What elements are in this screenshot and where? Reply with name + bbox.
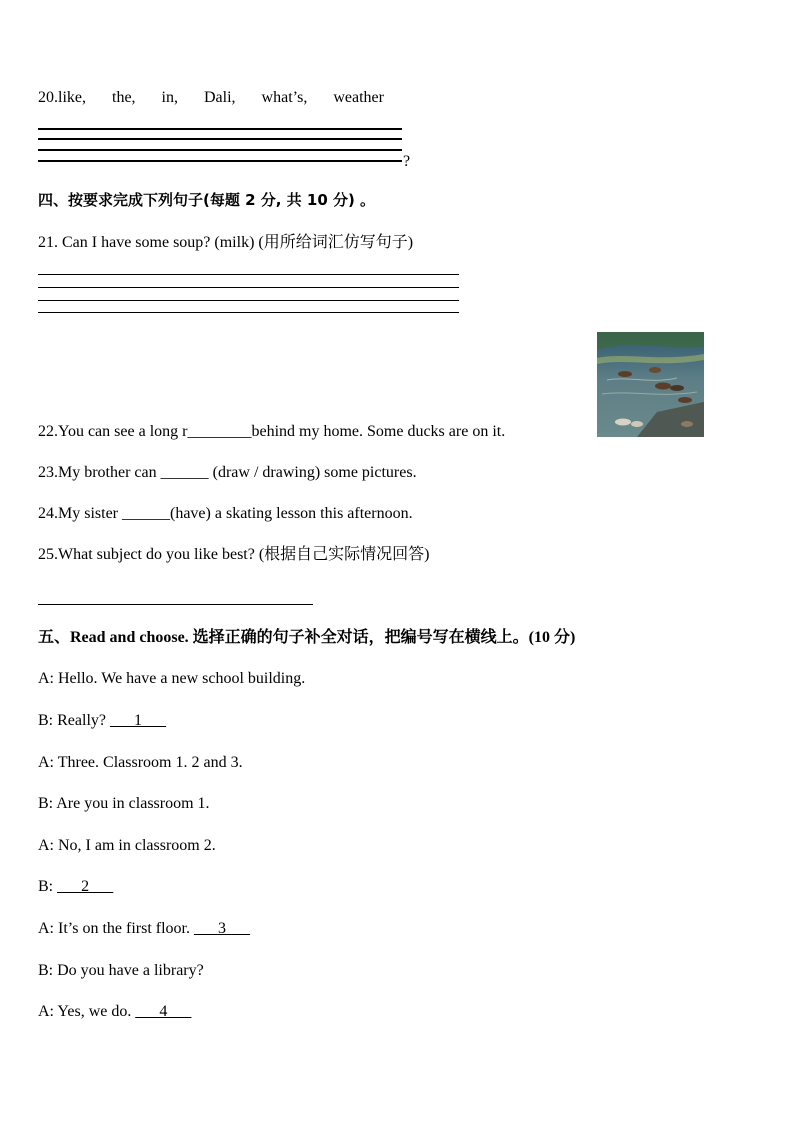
dialogue-text: B: — [38, 878, 58, 895]
dialogue-line — [38, 877, 113, 897]
word-tile: like, — [58, 89, 86, 106]
section-5-title: 五、Read and choose. 选择正确的句子补全对话，把编号写在横线上。(10 分) — [38, 629, 576, 646]
section-4-title: 四、按要求完成下列句子(每题 2 分, 共 10 分) 。 — [38, 191, 376, 209]
dialogue-line: A: Three. Classroom 1. 2 and 3. — [38, 754, 243, 771]
dialogue-text: A: It’s on the first floor. — [38, 920, 194, 937]
answer-line[interactable] — [38, 287, 459, 288]
question-21: 21. Can I have some soup? (milk) (用所给词汇仿写句子) — [38, 234, 414, 251]
answer-line[interactable] — [38, 149, 402, 151]
question-24: 24.My sister ______(have) a skating lesson this afternoon. — [38, 505, 413, 522]
dialogue-line — [38, 1002, 191, 1022]
answer-blank[interactable]: ___1___ — [109, 712, 166, 729]
word-tile: what’s, — [261, 89, 308, 106]
dialogue-line — [38, 919, 250, 939]
answer-line[interactable] — [38, 604, 313, 605]
answer-blank[interactable]: ___2___ — [57, 878, 114, 895]
answer-line[interactable] — [38, 138, 402, 140]
answer-blank[interactable]: ________ — [187, 423, 252, 440]
answer-line[interactable] — [38, 128, 402, 130]
duck-pond-image — [597, 332, 704, 437]
question-number: 20. — [38, 89, 58, 106]
question-25: 25.What subject do you like best? (根据自己实际情况回答) — [38, 546, 430, 563]
dialogue-line — [38, 711, 166, 731]
dialogue-line: B: Do you have a library? — [38, 962, 204, 979]
question-20 — [38, 88, 384, 108]
answer-line[interactable] — [38, 312, 459, 313]
answer-line[interactable] — [38, 274, 459, 275]
answer-blank[interactable]: ___4___ — [135, 1003, 192, 1020]
word-tile: Dali, — [204, 89, 236, 106]
answer-line[interactable] — [38, 300, 459, 301]
dialogue-text: B: Really? — [38, 712, 110, 729]
dialogue-line: A: Hello. We have a new school building. — [38, 670, 306, 687]
question-mark: ? — [403, 153, 411, 170]
dialogue-text: A: Yes, we do. — [38, 1003, 136, 1020]
word-tile: in, — [161, 89, 178, 106]
word-tile: weather — [333, 89, 384, 106]
dialogue-line: A: No, I am in classroom 2. — [38, 837, 216, 854]
dialogue-line: B: Are you in classroom 1. — [38, 795, 210, 812]
question-22 — [38, 422, 505, 442]
question-23: 23.My brother can ______ (draw / drawing) some pictures. — [38, 464, 417, 481]
question-22-start: 22.You can see a long r — [38, 423, 188, 440]
answer-line[interactable] — [38, 160, 402, 162]
word-tile: the, — [112, 89, 136, 106]
answer-blank[interactable]: ___3___ — [193, 920, 250, 937]
question-22-end: behind my home. Some ducks are on it. — [251, 423, 506, 440]
